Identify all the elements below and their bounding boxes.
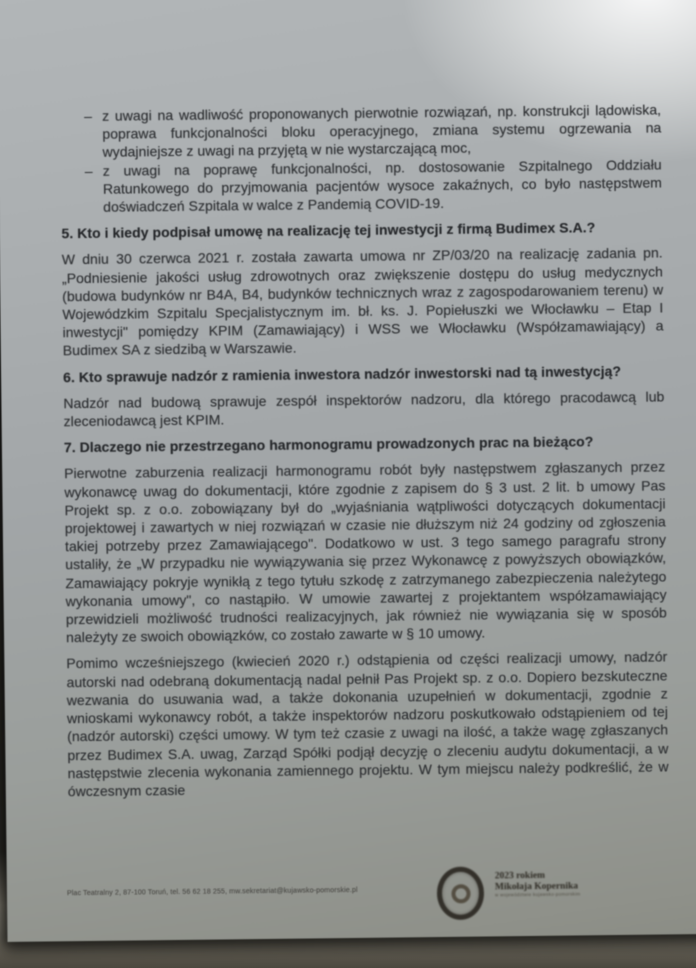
bullet-text: z uwagi na poprawę funkcjonalności, np. dostosowanie Szpitalnego Oddziału Ratunkowego do przyjmowania pacjentów wysoce zakaźnych, co było następstwem doświadczeń Szpitala w walce z Pandemią COVID-19. xyxy=(102,156,663,215)
bullet-list xyxy=(84,100,662,216)
bullet-item xyxy=(85,155,663,216)
answer-5-paragraph: W dniu 30 czerwca 2021 r. została zawarta umowa nr ZP/03/20 na realizację zadania pn. „Podniesienie jakości usług zdrowotnych oraz zwiększenie dostępu do usług medycznych (budowa budynków nr B4A, B4, budynków technicznych wraz z zagospodarowaniem terenu) w Wojewódzkim Szpitalu Specjalistycznym im. bł. ks. J. Popiełuszki we Włocławku – Etap I inwestycji" pomiędzy KPIM (Zamawiający) i WSS we Włocławku (Współzamawiający) a Budimex SA z siedzibą w Warszawie. xyxy=(61,244,664,359)
answer-6-paragraph: Nadzór nad budową sprawuje zespół inspektorów nadzoru, dla którego pracodawcą lub zleceniodawcą jest KPIM. xyxy=(63,388,665,430)
copernicus-emblem-icon xyxy=(437,867,485,921)
footer-address: Plac Teatralny 2, 87-100 Toruń, tel. 56 62 18 255, mw.sekretariat@kujawsko-pomorskie.pl xyxy=(66,886,358,898)
bullet-dash-marker: – xyxy=(84,162,93,179)
question-6-heading: 6. Kto sprawuje nadzór z ramienia inwestora nadzór inwestorski nad tą inwestycją? xyxy=(63,362,622,385)
question-7-heading: 7. Dlaczego nie przestrzegano harmonogramu prowadzonych prac na bieżąco? xyxy=(63,433,594,456)
bullet-item xyxy=(84,100,662,161)
logo-caption-line: w województwie kujawsko-pomorskim xyxy=(494,891,581,898)
logo-name-line: Mikołaja Kopernika xyxy=(494,880,579,892)
logo-year-line: 2023 rokiem xyxy=(494,870,546,882)
bullet-text: z uwagi na wadliwość proponowanych pierwotnie rozwiązań, np. konstrukcji lądowiska, poprawa funkcjonalności bloku operacyjnego, zmiana systemu ogrzewania na wydajniejsze z uwagi na przyjętą w nie wystarczającą moc, xyxy=(102,101,662,161)
copernicus-2023-logo xyxy=(437,865,581,920)
question-5-heading: 5. Kto i kiedy podpisał umowę na realizację tej inwestycji z firmą Budimex S.A.? xyxy=(61,219,596,242)
answer-7-paragraph-2: Pomimo wcześniejszego (kwiecień 2020 r.) odstąpienia od części realizacji umowy, nadzór autorski nad odebraną dokumentacją nadal pełnił Pas Projekt sp. z o.o. Dopiero bezskuteczne wezwania do usuwania wad, a także dokonania uzupełnień w dokumentacji, zgodnie z wnioskami wykonawcy robót, a także inspektorów nadzoru poskutkowało odstąpieniem od tej (nadzór autorski) części umowy. W tym też czasie z uwagi na ilość, a także wagę zgłaszanych przez Budimex S.A. uwag, Zarząd Spółki podjął decyzję o zleceniu audytu dokumentacji, a w następstwie zlecenia wykonania zamiennego projektu. W tym miejscu należy podkreślić, że w ówczesnym czasie xyxy=(66,648,669,800)
bullet-dash-marker: – xyxy=(84,107,93,125)
answer-7-paragraph-1: Pierwotne zaburzenia realizacji harmonogramu robót były następstwem zgłaszanych przez wykonawcę uwag do dokumentacji, które zgodnie z zapisem do § 3 ust. 2 lit. b umowy Pas Projekt sp. z o.o. zobowiązany był do „wyjaśniania wątpliwości dotyczących dokumentacji projektowej i zawartych w niej rozwiązań w czasie nie dłuższym niż 24 godziny od zgłoszenia takiej potrzeby przez Zamawiającego". Dodatkowo w ust. 3 tego samego paragrafu strony ustaliły, że „W przypadku nie wywiązywania się przez Wykonawcę z powyższych obowiązków, Zamawiający pokryje wynikłą z tego tytułu szkodę z zatrzymanego zabezpieczenia należytego wykonania umowy", co nastąpiło. W umowie zawartej z projektantem współzamawiający przewidzieli możliwość trudności realizacyjnych, jak również nie wywiązania się w sposób należyty ze swoich obowiązków, co zostało zawarte w § 10 umowy. xyxy=(64,458,667,646)
copernicus-logo-text xyxy=(495,865,581,898)
document-body xyxy=(60,100,669,800)
